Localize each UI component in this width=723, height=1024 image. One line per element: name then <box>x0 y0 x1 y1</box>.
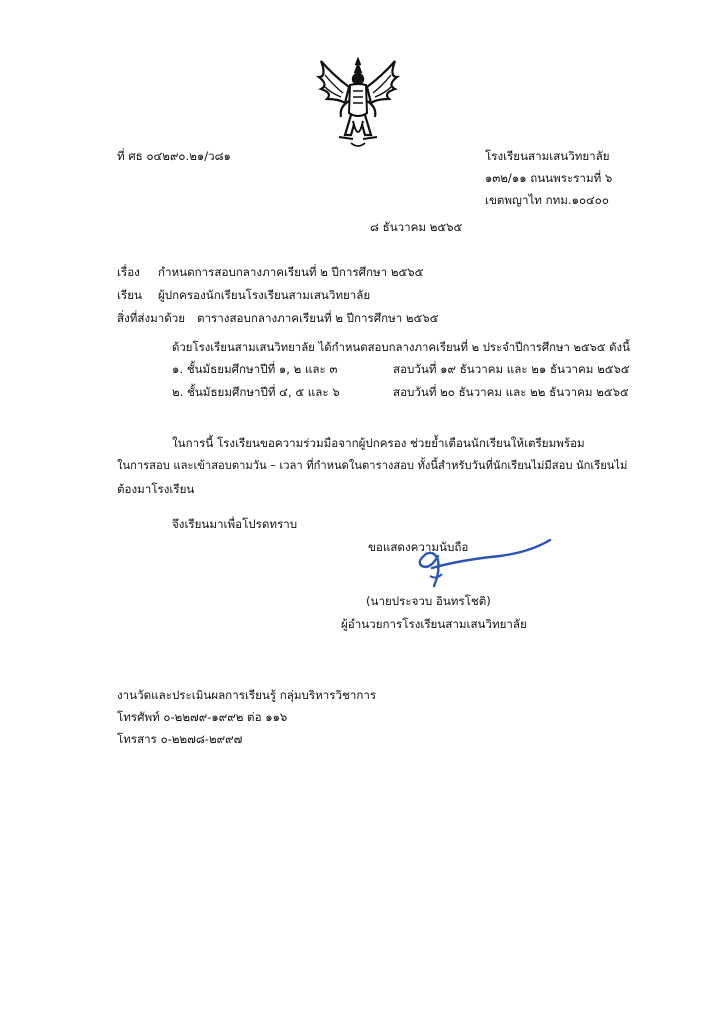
footer-phone: โทรศัพท์ ๐-๒๒๗๙-๑๙๙๒ ต่อ ๑๑๖ <box>117 710 288 724</box>
address-street: ๑๓๒/๑๑ ถนนพระรามที่ ๖ <box>485 171 613 185</box>
closing-request: จึงเรียนมาเพื่อโปรดทราบ <box>172 517 298 531</box>
signer-title: ผู้อำนวยการโรงเรียนสามเสนวิทยาลัย <box>341 617 527 631</box>
letter-date: ๘ ธันวาคม ๒๕๖๕ <box>370 220 463 234</box>
recipient-label: เรียน <box>117 288 142 302</box>
schedule-grades: ๒. ชั้นมัธยมศึกษาปีที่ ๔, ๕ และ ๖ <box>172 385 340 399</box>
closing-salutation: ขอแสดงความนับถือ <box>368 540 469 554</box>
signer-name: (นายประจวบ อินทรโชติ) <box>366 594 491 608</box>
garuda-emblem-icon <box>315 55 401 150</box>
schedule-dates: สอบวันที่ ๑๙ ธันวาคม และ ๒๑ ธันวาคม ๒๕๖๕ <box>393 362 630 376</box>
enclosure-label: สิ่งที่ส่งมาด้วย <box>117 311 186 325</box>
document-number: ที่ ศธ ๐๔๒๙๐.๒๑/ว๘๑ <box>117 149 231 163</box>
body-line: ในการสอบ และเข้าสอบตามวัน – เวลา ที่กำหนดในตารางสอบ ทั้งนี้สำหรับวันที่นักเรียนไม่มีสอบ นักเรียนไม่ <box>117 459 628 472</box>
intro-paragraph: ด้วยโรงเรียนสามเสนวิทยาลัย ได้กำหนดสอบกลางภาคเรียนที่ ๒ ประจำปีการศึกษา ๒๕๖๕ ดังนี้ <box>172 340 630 354</box>
footer-department: งานวัดและประเมินผลการเรียนรู้ กลุ่มบริหารวิชาการ <box>117 688 377 702</box>
schedule-dates: สอบวันที่ ๒๐ ธันวาคม และ ๒๒ ธันวาคม ๒๕๖๕ <box>393 385 629 399</box>
body-line: ต้องมาโรงเรียน <box>117 482 195 496</box>
subject-label: เรื่อง <box>117 265 140 279</box>
address-district: เขตพญาไท กทม.๑๐๔๐๐ <box>485 193 609 207</box>
signature-image <box>400 536 560 596</box>
recipient-text: ผู้ปกครองนักเรียนโรงเรียนสามเสนวิทยาลัย <box>158 288 371 302</box>
body-line: ในการนี้ โรงเรียนขอความร่วมมือจากผู้ปกครอง ช่วยย้ำเตือนนักเรียนให้เตรียมพร้อม <box>172 436 585 450</box>
schedule-grades: ๑. ชั้นมัธยมศึกษาปีที่ ๑, ๒ และ ๓ <box>172 362 338 376</box>
enclosure-text: ตารางสอบกลางภาคเรียนที่ ๒ ปีการศึกษา ๒๕๖๕ <box>197 311 439 325</box>
school-name: โรงเรียนสามเสนวิทยาลัย <box>485 149 610 163</box>
subject-text: กำหนดการสอบกลางภาคเรียนที่ ๒ ปีการศึกษา ๒๕๖๕ <box>158 265 424 279</box>
footer-fax: โทรสาร ๐-๒๒๗๘-๒๙๙๗ <box>117 732 243 746</box>
